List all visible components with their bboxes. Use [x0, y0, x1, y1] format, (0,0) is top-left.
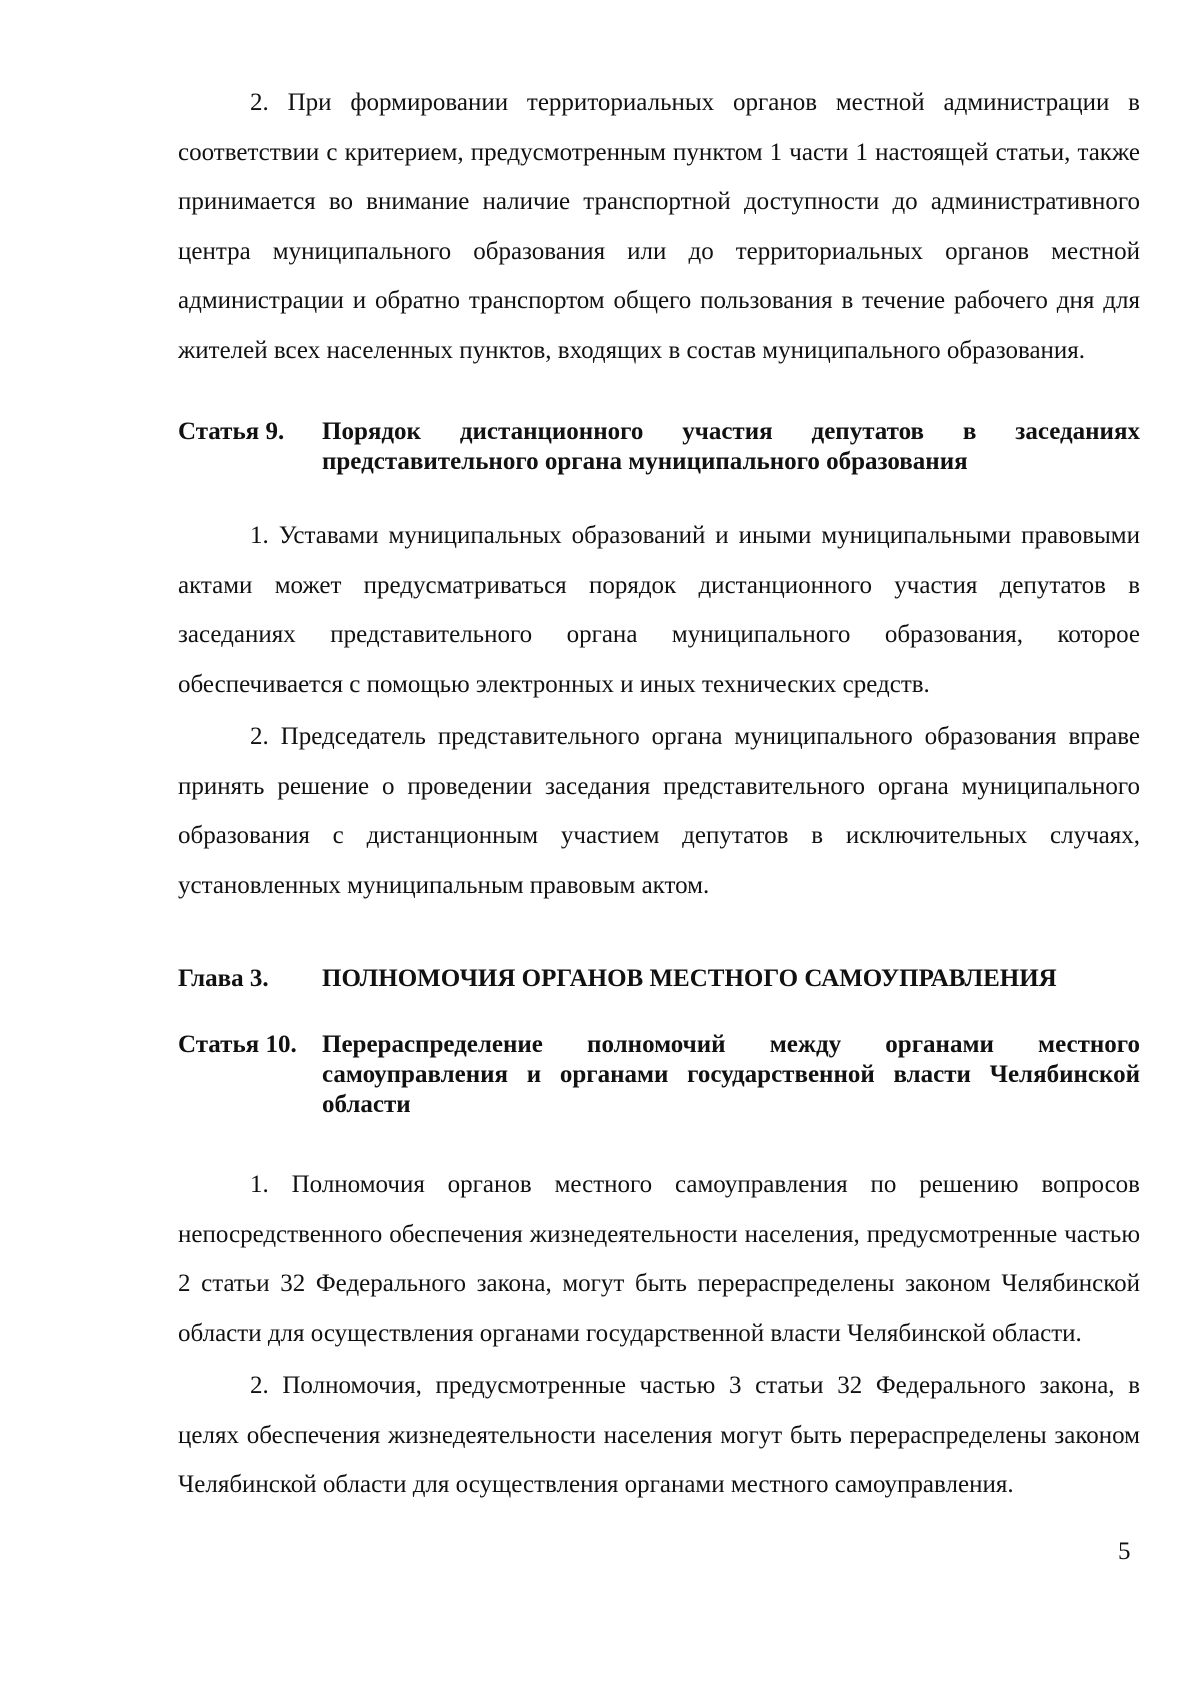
- article-9-paragraph-2: 2. Председатель представительного органа муниципального образования вправе принять решение о проведении заседания представительного органа муниципального образования с дистанционным участием депутатов в исключительных случаях, установленных муниципальным правовым актом.: [178, 723, 1140, 899]
- page-number: 5: [1118, 1538, 1131, 1565]
- article-10-paragraph-2: 2. Полномочия, предусмотренные частью 3 статьи 32 Федерального закона, в целях обеспечения жизнедеятельности населения могут быть перераспределены законом Челябинской области для осуществления органами местного самоуправления.: [178, 1372, 1140, 1498]
- article-10-paragraph-1: 1. Полномочия органов местного самоуправления по решению вопросов непосредственного обеспечения жизнедеятельности населения, предусмотренные частью 2 статьи 32 Федерального закона, могут быть перераспределены законом Челябинской области для осуществления органами государственной власти Челябинской области.: [178, 1171, 1140, 1347]
- article-10-title: Перераспределение полномочий между органами местного самоуправления и органами государственной власти Челябинской области: [322, 1031, 1140, 1118]
- article-10-heading: [178, 1030, 1140, 1120]
- chapter-3-label: Глава 3.: [178, 965, 269, 992]
- intro-paragraph: 2. При формировании территориальных органов местной администрации в соответствии с критерием, предусмотренным пунктом 1 части 1 настоящей статьи, также принимается во внимание наличие транспортной доступности до административного центра муниципального образования или до территориальных органов местной администрации и обратно транспортом общего пользования в течение рабочего дня для жителей всех населенных пунктов, входящих в состав муниципального образования.: [178, 89, 1140, 364]
- article-9-heading: [178, 417, 1140, 477]
- chapter-3-heading: [178, 964, 1140, 994]
- article-9-label: Статья 9.: [178, 418, 285, 445]
- article-10-label: Статья 10.: [178, 1031, 297, 1058]
- article-9-title: Порядок дистанционного участия депутатов в заседаниях представительного органа муниципального образования: [322, 418, 1140, 475]
- document-body: [178, 78, 1140, 1510]
- chapter-3-title: ПОЛНОМОЧИЯ ОРГАНОВ МЕСТНОГО САМОУПРАВЛЕНИЯ: [322, 965, 1057, 992]
- article-9-paragraph-1: 1. Уставами муниципальных образований и иными муниципальными правовыми актами может предусматриваться порядок дистанционного участия депутатов в заседаниях представительного органа муниципального образования, которое обеспечивается с помощью электронных и иных технических средств.: [178, 522, 1140, 698]
